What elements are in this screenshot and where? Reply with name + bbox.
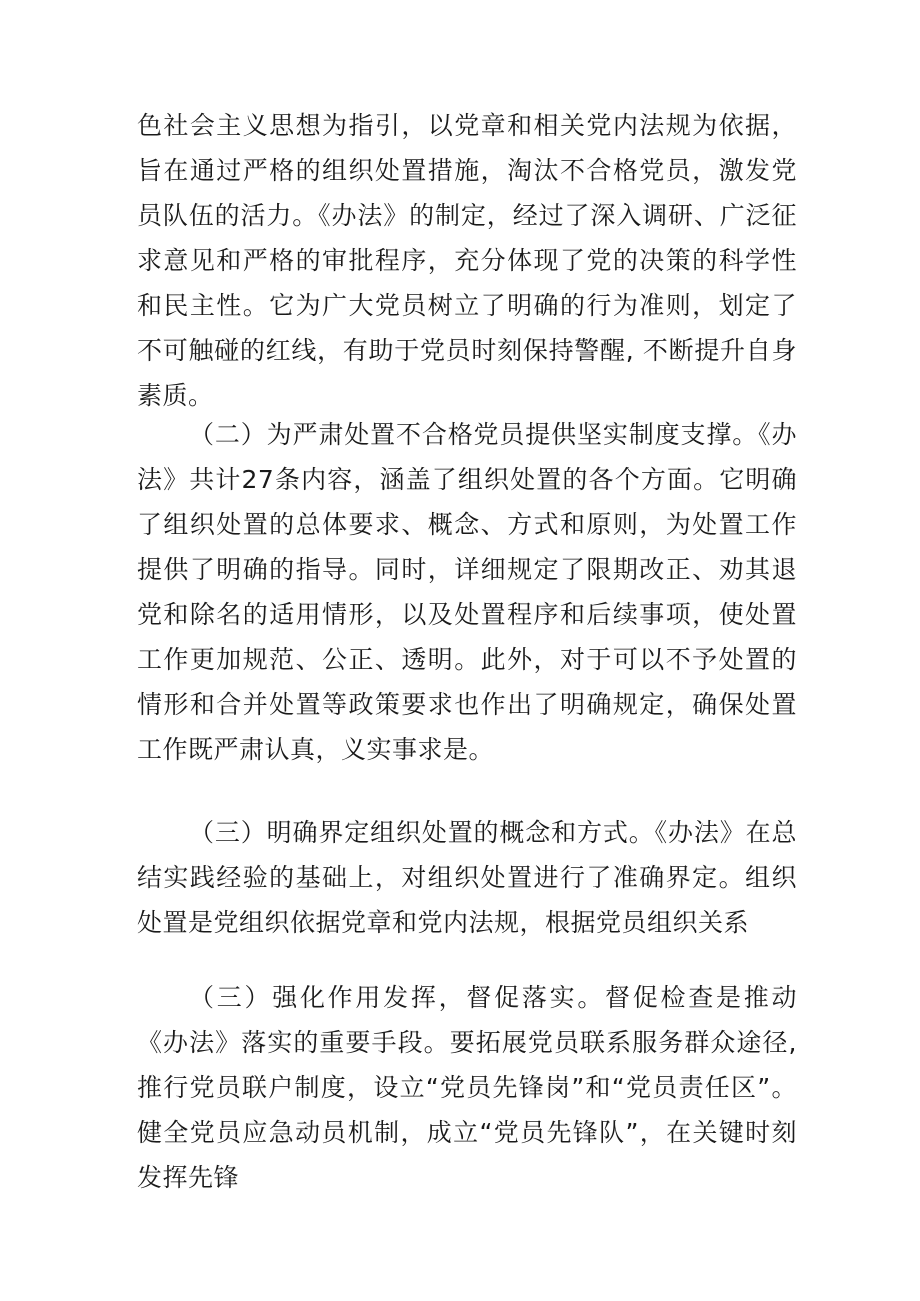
paragraph-section-3-implementation: （三）强化作用发挥，督促落实。督促检查是推动《办法》落实的重要手段。要拓展党员联系服务群众途径, 推行党员联户制度，设立“党员先锋岗”和“党员责任区”。健全党员应急动员机制，成立“党员先锋队”，在关键时刻发挥先锋 [137,983,797,1192]
paragraph-section-3-definition: （三）明确界定组织处置的概念和方式。《办法》在总结实践经验的基础上，对组织处置进行了准确界定。组织处置是党组织依据党章和党内法规，根据党员组织关系 [137,818,797,937]
paragraph-section-2: （二）为严肃处置不合格党员提供坚实制度支撑。《办法》共计27条内容，涵盖了组织处置的各个方面。它明确了组织处置的总体要求、概念、方式和原则，为处置工作提供了明确的指导。同时，详细规定了限期改正、劝其退党和除名的适用情形，以及处置程序和后续事项，使处置工作更加规范、公正、透明。此外，对于可以不予处置的情形和合并处置等政策要求也作出了明确规定，确保处置工作既严肃认真，义实事求是。 [137,420,797,764]
paragraph-continuation: 色社会主义思想为指引，以党章和相关党内法规为依据，旨在通过严格的组织处置措施，淘汰不合格党员，激发党员队伍的活力。《办法》的制定，经过了深入调研、广泛征求意见和严格的审批程序，充分体现了党的决策的科学性和民主性。它为广大党员树立了明确的行为准则，划定了不可触碰的红线，有助于党员时刻保持警醒, 不断提升自身素质。 [137,111,797,410]
